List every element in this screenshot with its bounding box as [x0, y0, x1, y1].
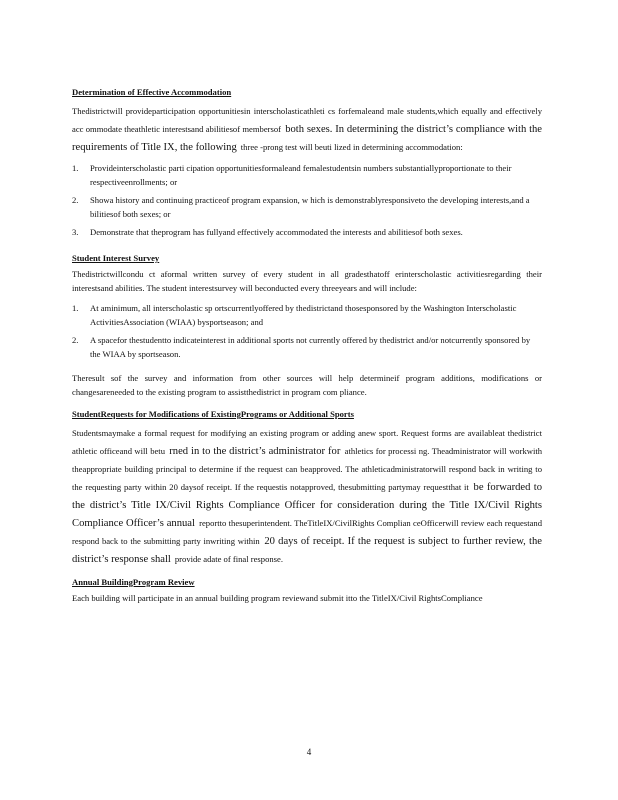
numbered-list — [72, 301, 542, 361]
paragraph-text: rned in to the district’s administrator for — [169, 446, 341, 457]
list-item: 1. At aminimum, all interscholastic sp ortscurrentlyoffered by thedistrictand thosesponsored by the Washington Interscholastic ActivitiesAssociation (WIAA) bysportseason; and — [72, 303, 517, 327]
list-item: 2. A spacefor thestudentto indicateinterest in additional sports not currently offered by thedistrict and/or notcurrently sponsored by the WIAA by sportseason. — [72, 335, 531, 359]
section-accommodation — [72, 87, 542, 239]
list-item-text: Showa history and continuing practiceof program expansion, w hich is demonstrablyresponsiveto the developing interests,and a bilitiesof both sexes; or — [90, 195, 530, 219]
section-heading: StudentRequests for Modifications of ExistingPrograms or Additional Sports — [72, 409, 354, 419]
list-item-text: Provideinterscholastic parti cipation opportunitiesformaleand femalestudentsin numbers substantiallyproportionate to their respectiveenrollments; or — [90, 163, 512, 187]
paragraph-text: both sexes. In determining the district’s compliance with the requirements of Title IX, the following — [72, 124, 543, 153]
list-item: 1. Provideinterscholastic parti cipation opportunitiesformaleand femalestudentsin numbers substantiallyproportionate to their respectiveenrollments; or — [72, 163, 512, 187]
paragraph-text: athletics for processi ng. Theadministrator will workwith theappropriate building principal to determine if the request can beapproved. The athleticadministratorwill respond back in writing to the requesting party within 20 daysof receipt. If the requestis notapproved, thesubmitting partymay requestthat it — [72, 446, 543, 492]
paragraph: Theresult sof the survey and information from other sources will help determineif program additions, modifications or changesareneeded to the existing program to assistthedistrict in program com pliance. — [72, 373, 542, 397]
paragraph-text: Thedistrictwill provideparticipation opportunitiesin interscholasticathleti cs forfemaleand male students,which equally and effectively acc ommodate theathletic interestsand abilitiesof membersof — [72, 106, 542, 134]
page-content — [72, 87, 542, 605]
section-heading: Determination of Effective Accommodation — [72, 87, 232, 97]
paragraph: Each building will participate in an annual building program reviewand submit itto the TitleIX/Civil RightsCompliance — [72, 593, 483, 603]
page-number: 4 — [306, 747, 312, 757]
paragraph-text: 20 days of receipt. If the request is subject to further review, the district’s response shall — [72, 536, 542, 565]
paragraph-text: three -prong test will beuti lized in determining accommodation: — [240, 142, 463, 152]
paragraph — [72, 101, 542, 155]
list-item-text: A spacefor thestudentto indicateinterest in additional sports not currently offered by thedistrict and/or notcurrently sponsored by the WIAA by sportseason. — [90, 335, 531, 359]
paragraph-text: provide adate of final response. — [174, 554, 283, 564]
paragraph — [72, 423, 542, 567]
numbered-list — [72, 161, 542, 239]
paragraph-text: be forwarded to the district’s Title IX/Civil Rights Compliance Officer for consideration during the Title IX/Civil Rights Compliance Officer’s annual — [72, 482, 542, 529]
section-heading: Student Interest Survey — [72, 253, 160, 263]
list-item: 2. Showa history and continuing practiceof program expansion, w hich is demonstrablyresponsiveto the developing interests,and a bilitiesof both sexes; or — [72, 195, 530, 219]
list-item: 3. Demonstrate that theprogram has fullyand effectively accommodated the interests and abilitiesof both sexes. — [72, 227, 463, 237]
paragraph: Thedistrictwillcondu ct aformal written survey of every student in all gradesthatoff erinterscholastic activitiesregarding their interestsand abilities. The student interestsurvey will beconducted every threeyears and will include: — [72, 269, 542, 293]
list-item-text: Demonstrate that theprogram has fullyand effectively accommodated the interests and abilitiesof both sexes. — [90, 227, 463, 237]
list-item-text: At aminimum, all interscholastic sp ortscurrentlyoffered by thedistrictand thosesponsored by the Washington Interscholastic ActivitiesAssociation (WIAA) bysportseason; and — [90, 303, 517, 327]
paragraph-text: reportto thesuperintendent. TheTitleIX/CivilRights Complian ceOfficerwill review each requestand respond back to the submitting party inwriting within — [72, 518, 542, 546]
paragraph-text: Studentsmaymake a formal request for modifying an existing program or adding anew sport. Request forms are availableat thedistrict athletic officeand will betu — [72, 428, 542, 456]
section-annual-review — [72, 577, 542, 605]
section-heading: Annual BuildingProgram Review — [72, 577, 195, 587]
section-requests — [72, 409, 542, 567]
section-survey — [72, 253, 542, 399]
